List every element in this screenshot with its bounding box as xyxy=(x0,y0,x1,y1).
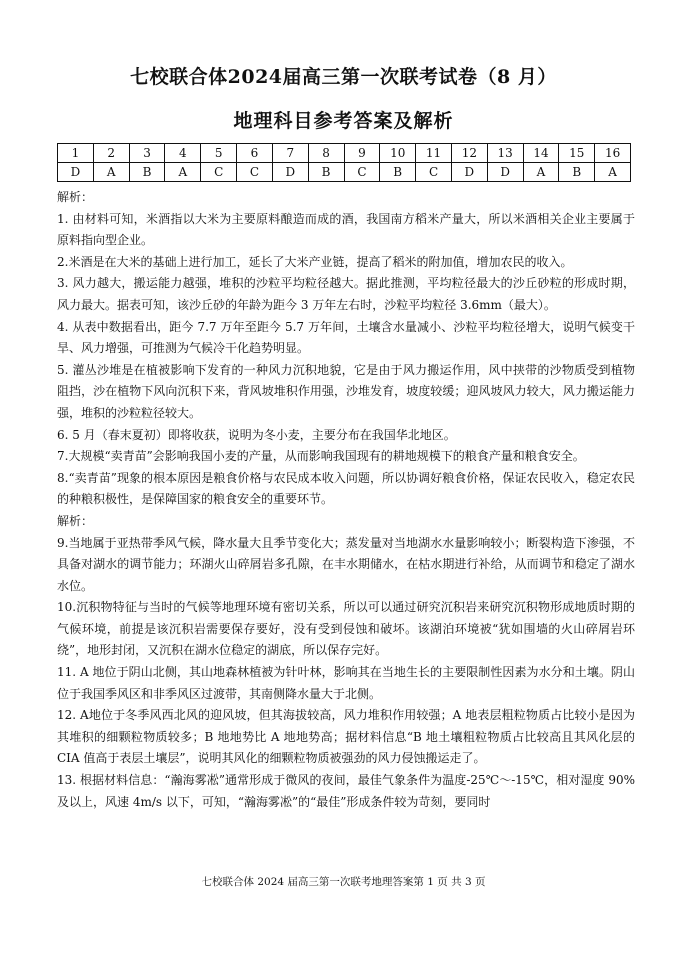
question-number-cell: 7 xyxy=(272,144,308,163)
question-number-cell: 13 xyxy=(487,144,523,163)
answer-cell: A xyxy=(93,163,129,182)
question-number-cell: 15 xyxy=(559,144,595,163)
explanation-paragraph: 1. 由材料可知，米酒指以大米为主要原料酿造而成的酒，我国南方稻米产量大，所以米酒相关企业主要属于原料指向型企业。 xyxy=(57,211,635,248)
explanation-paragraph: 3. 风力越大，搬运能力越强，堆积的沙粒平均粒径越大。据此推测，平均粒径最大的沙丘砂粒的形成时期，风力最大。据表可知，该沙丘砂的年龄为距今 3 万年左右时，沙粒平均粒径 3.6mm（最大）。 xyxy=(57,276,635,312)
question-number-cell: 4 xyxy=(165,144,201,163)
explanation-paragraph: 解析： xyxy=(57,190,94,204)
explanation-paragraph: 6. 5 月（春末夏初）即将收获，说明为冬小麦，主要分布在我国华北地区。 xyxy=(57,427,456,442)
answer-cell: B xyxy=(308,163,344,182)
explanation-paragraph: 5. 灌丛沙堆是在植被影响下发育的一种风力沉积地貌，它是由于风力搬运作用，风中挟带的沙物质受到植物阻挡，沙在植物下风向沉积下来，背风坡堆积作用强，沙堆发育，坡度较缓；迎风坡风力较大，风力搬运能力强，堆积的沙粒粒径较大。 xyxy=(57,362,635,420)
explanation-paragraph: 12. A地位于冬季风西北风的迎风坡，但其海拔较高，风力堆积作用较强；A 地表层粗粒物质占比较小是因为其堆积的细颗粒物质较多；B 地地势比 A 地地势高；据材料信息“B 地土壤粗粒物质占比较高且其风化层的 CIA 值高于表层土壤层”，说明其风化的细颗粒物质被强劲的风力侵蚀搬运走了。 xyxy=(57,708,635,766)
answer-cell: D xyxy=(58,163,94,182)
explanation-paragraph: 7.大规模“卖青苗”会影响我国小麦的产量，从而影响我国现有的耕地规模下的粮食产量和粮食安全。 xyxy=(57,449,585,464)
question-number-cell: 9 xyxy=(344,144,380,163)
explanation-paragraph: 10.沉积物特征与当时的气候等地理环境有密切关系，所以可以通过研究沉积岩来研究沉积物形成地质时期的气候环境，前提是该沉积岩需要保存要好，没有受到侵蚀和破坏。该湖泊环境被“犹如围墙的火山碎屑岩环绕”，地形封闭，又沉积在湖水位稳定的湖底，所以保存完好。 xyxy=(57,600,635,658)
answer-cell: D xyxy=(451,163,487,182)
question-number-cell: 1 xyxy=(58,144,94,163)
answer-cell: D xyxy=(487,163,523,182)
explanation-paragraph: 2.米酒是在大米的基础上进行加工，延长了大米产业链，提高了稻米的附加值，增加农民的收入。 xyxy=(57,254,573,269)
explanation-body xyxy=(57,187,635,813)
answer-cell: C xyxy=(201,163,237,182)
explanation-paragraph: 4. 从表中数据看出，距今 7.7 万年至距今 5.7 万年间，土壤含水量减小、沙粒平均粒径增大，说明气候变干旱、风力增强，可推测为气候冷干化趋势明显。 xyxy=(57,319,635,356)
question-number-cell: 8 xyxy=(308,144,344,163)
explanation-paragraph: 解析： xyxy=(57,513,94,528)
answer-cell: B xyxy=(380,163,416,182)
question-number-cell: 3 xyxy=(129,144,165,163)
question-number-cell: 16 xyxy=(595,144,631,163)
answer-cell: B xyxy=(559,163,595,182)
page-footer: 七校联合体 2024 届高三第一次联考地理答案第 1 页 共 3 页 xyxy=(201,876,486,888)
answer-cell: B xyxy=(129,163,165,182)
answer-cell: C xyxy=(416,163,452,182)
question-number-cell: 6 xyxy=(237,144,273,163)
answer-cell: C xyxy=(344,163,380,182)
question-number-cell: 12 xyxy=(451,144,487,163)
question-number-cell: 10 xyxy=(380,144,416,163)
answer-table-answer-row xyxy=(58,163,631,182)
page-subtitle: 地理科目参考答案及解析 xyxy=(233,110,454,132)
answer-cell: A xyxy=(595,163,631,182)
answer-cell: C xyxy=(237,163,273,182)
explanation-paragraph: 13. 根据材料信息：“瀚海雾凇”通常形成于微风的夜间，最佳气象条件为温度-25℃～-15℃，相对湿度 90%及以上，风速 4m/s 以下，可知，“瀚海雾凇”的“最佳”形成条件较为苛刻，要同时 xyxy=(57,773,635,809)
question-number-cell: 5 xyxy=(201,144,237,163)
answer-cell: A xyxy=(165,163,201,182)
page-title: 七校联合体2024届高三第一次联考试卷（8 月） xyxy=(130,66,557,88)
answer-cell: A xyxy=(523,163,559,182)
explanation-paragraph: 9.当地属于亚热带季风气候，降水量大且季节变化大；蒸发量对当地湖水水量影响较小；断裂构造下渗强，不具备对湖水的调节能力；环湖火山碎屑岩多孔隙，在丰水期储水，在枯水期进行补给，从而调节和稳定了湖水水位。 xyxy=(57,535,635,593)
explanation-paragraph: 11. A 地位于阴山北侧，其山地森林植被为针叶林，影响其在当地生长的主要限制性因素为水分和土壤。阴山位于我国季风区和非季风区过渡带，其南侧降水量大于北侧。 xyxy=(57,665,635,701)
explanation-paragraph: 8.“卖青苗”现象的根本原因是粮食价格与农民成本收入问题，所以协调好粮食价格，保证农民收入，稳定农民的种粮积极性，是保障国家的粮食安全的重要环节。 xyxy=(57,470,635,507)
question-number-cell: 11 xyxy=(416,144,452,163)
question-number-cell: 2 xyxy=(93,144,129,163)
answer-cell: D xyxy=(272,163,308,182)
question-number-cell: 14 xyxy=(523,144,559,163)
answer-table xyxy=(57,143,631,182)
answer-table-number-row xyxy=(58,144,631,163)
